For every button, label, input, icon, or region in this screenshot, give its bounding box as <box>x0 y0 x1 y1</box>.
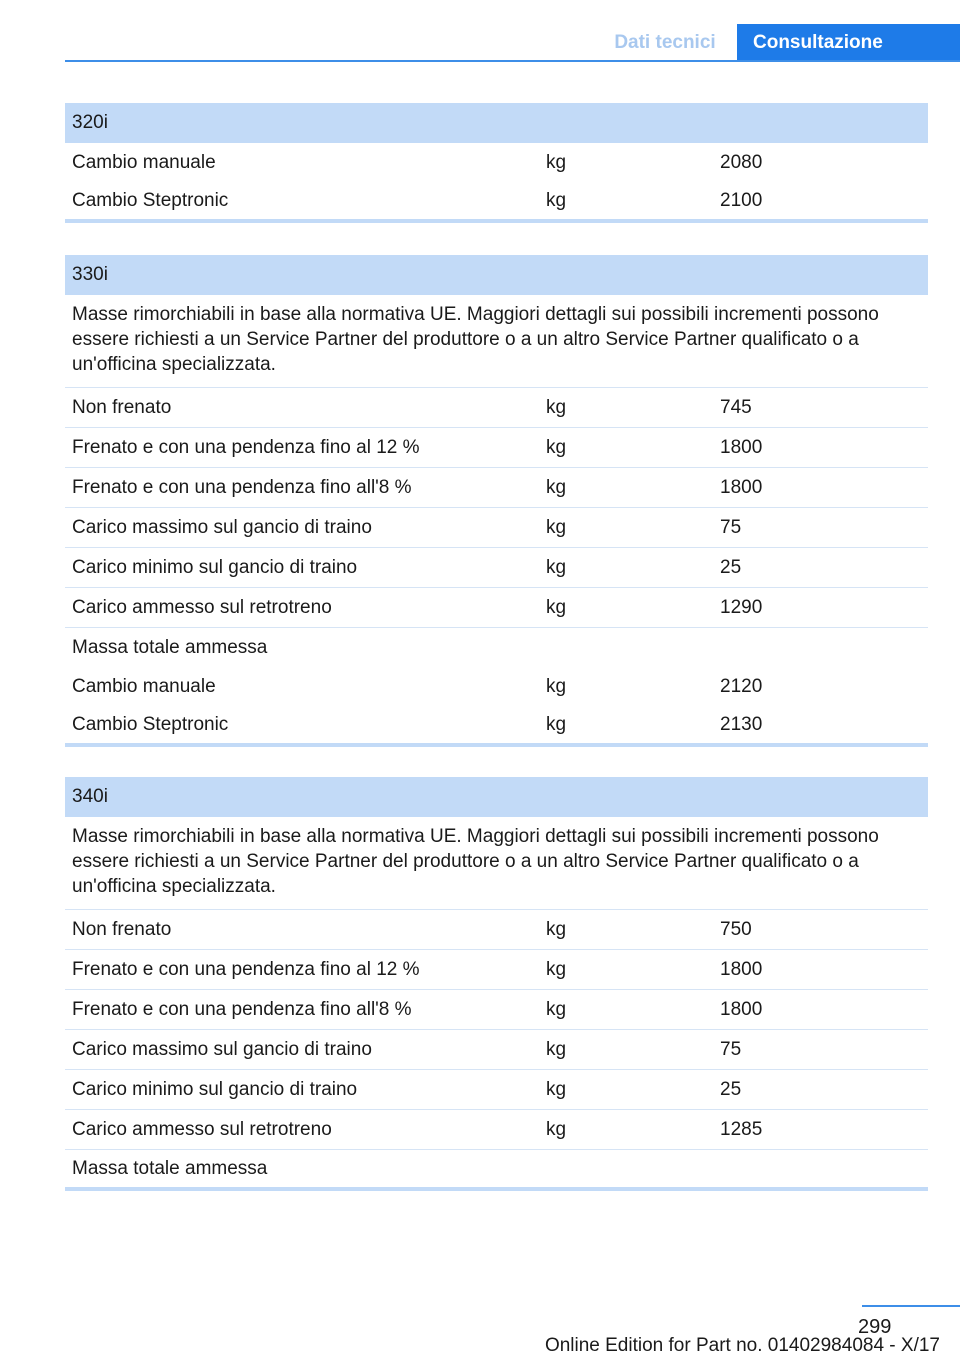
table-row <box>65 588 928 628</box>
tab-consultazione[interactable]: Consultazione <box>737 24 960 60</box>
row-label: Cambio manuale <box>72 151 216 173</box>
table-320i <box>65 103 928 223</box>
row-value: 25 <box>713 548 928 588</box>
row-label: Carico massimo sul gancio di traino <box>65 508 539 548</box>
table-row <box>65 950 928 990</box>
row-unit: kg <box>539 182 713 221</box>
table-row <box>65 667 928 706</box>
row-label: Non frenato <box>65 910 539 950</box>
table-row <box>65 182 928 221</box>
table-row <box>65 990 928 1030</box>
row-label: Non frenato <box>65 388 539 428</box>
row-unit: kg <box>539 548 713 588</box>
row-unit: kg <box>539 950 713 990</box>
row-value: 1285 <box>713 1110 928 1150</box>
edition-text: Online Edition for Part no. 01402984084 - X/17 <box>544 1335 940 1356</box>
table-row <box>65 388 928 428</box>
row-value: 75 <box>713 508 928 548</box>
row-unit: kg <box>539 388 713 428</box>
section-note: Masse rimorchiabili in base alla normativa UE. Maggiori dettagli sui possibili incrementi possono essere richiesti a un Service Partner del produttore o a un altro Service Partner qualificato o a un'officina specializzata. <box>65 295 928 388</box>
row-value: 2130 <box>713 706 928 745</box>
row-label: Carico ammesso sul retrotreno <box>65 588 539 628</box>
row-label: Carico ammesso sul retrotreno <box>65 1110 539 1150</box>
section-header <box>65 103 928 143</box>
subheading-row <box>65 1150 928 1190</box>
row-label: Cambio Steptronic <box>65 182 539 221</box>
table-row <box>65 143 928 182</box>
section-note-row <box>65 295 928 388</box>
table-row <box>65 706 928 745</box>
row-unit: kg <box>539 990 713 1030</box>
table-340i <box>65 777 928 1191</box>
row-unit: kg <box>539 1030 713 1070</box>
section-title: 320i <box>65 103 928 143</box>
section-header <box>65 777 928 817</box>
table-row <box>65 508 928 548</box>
row-value: 1800 <box>713 990 928 1030</box>
row-label: Carico minimo sul gancio di traino <box>65 1070 539 1110</box>
subheading: Massa totale ammessa <box>65 1150 928 1190</box>
subheading: Massa totale ammessa <box>72 636 268 658</box>
table-row <box>65 428 928 468</box>
row-label: Carico massimo sul gancio di traino <box>65 1030 539 1070</box>
row-unit: kg <box>539 910 713 950</box>
row-value: 1800 <box>713 950 928 990</box>
table-row <box>65 1110 928 1150</box>
row-label: Frenato e con una pendenza fino all'8 % <box>65 468 539 508</box>
row-value: 750 <box>713 910 928 950</box>
row-unit: kg <box>539 508 713 548</box>
row-unit: kg <box>546 151 567 173</box>
subheading-row <box>65 628 928 668</box>
row-unit: kg <box>546 675 567 697</box>
table-row <box>65 468 928 508</box>
row-value: 1800 <box>713 428 928 468</box>
header-rule <box>65 60 960 62</box>
table-330i <box>65 255 928 747</box>
section-note: Masse rimorchiabili in base alla normativa UE. Maggiori dettagli sui possibili incrementi possono essere richiesti a un Service Partner del produttore o a un altro Service Partner qualificato o a un'officina specializzata. <box>65 817 928 910</box>
section-title: 340i <box>65 777 928 817</box>
table-row <box>65 548 928 588</box>
row-value: 2120 <box>720 675 763 697</box>
row-unit: kg <box>539 706 713 745</box>
section-note-row <box>65 817 928 910</box>
table-row <box>65 1070 928 1110</box>
row-value: 1800 <box>713 468 928 508</box>
row-value: 2080 <box>720 151 763 173</box>
section-header <box>65 255 928 295</box>
row-unit: kg <box>539 428 713 468</box>
row-label: Carico minimo sul gancio di traino <box>65 548 539 588</box>
row-label: Frenato e con una pendenza fino all'8 % <box>65 990 539 1030</box>
row-value: 1290 <box>713 588 928 628</box>
tab-dati-tecnici[interactable]: Dati tecnici <box>614 32 716 53</box>
row-label: Frenato e con una pendenza fino al 12 % <box>65 428 539 468</box>
row-unit: kg <box>539 468 713 508</box>
row-label: Cambio manuale <box>72 675 216 697</box>
row-value: 25 <box>713 1070 928 1110</box>
table-row <box>65 1030 928 1070</box>
row-label: Cambio Steptronic <box>65 706 539 745</box>
row-value: 745 <box>713 388 928 428</box>
row-unit: kg <box>539 588 713 628</box>
row-label: Frenato e con una pendenza fino al 12 % <box>65 950 539 990</box>
footer-rule <box>862 1305 960 1307</box>
table-row <box>65 910 928 950</box>
page-number: 299 <box>858 1316 892 1338</box>
row-value: 75 <box>713 1030 928 1070</box>
row-value: 2100 <box>713 182 928 221</box>
page-header <box>0 0 960 62</box>
row-unit: kg <box>539 1070 713 1110</box>
row-unit: kg <box>539 1110 713 1150</box>
section-title: 330i <box>65 255 928 295</box>
